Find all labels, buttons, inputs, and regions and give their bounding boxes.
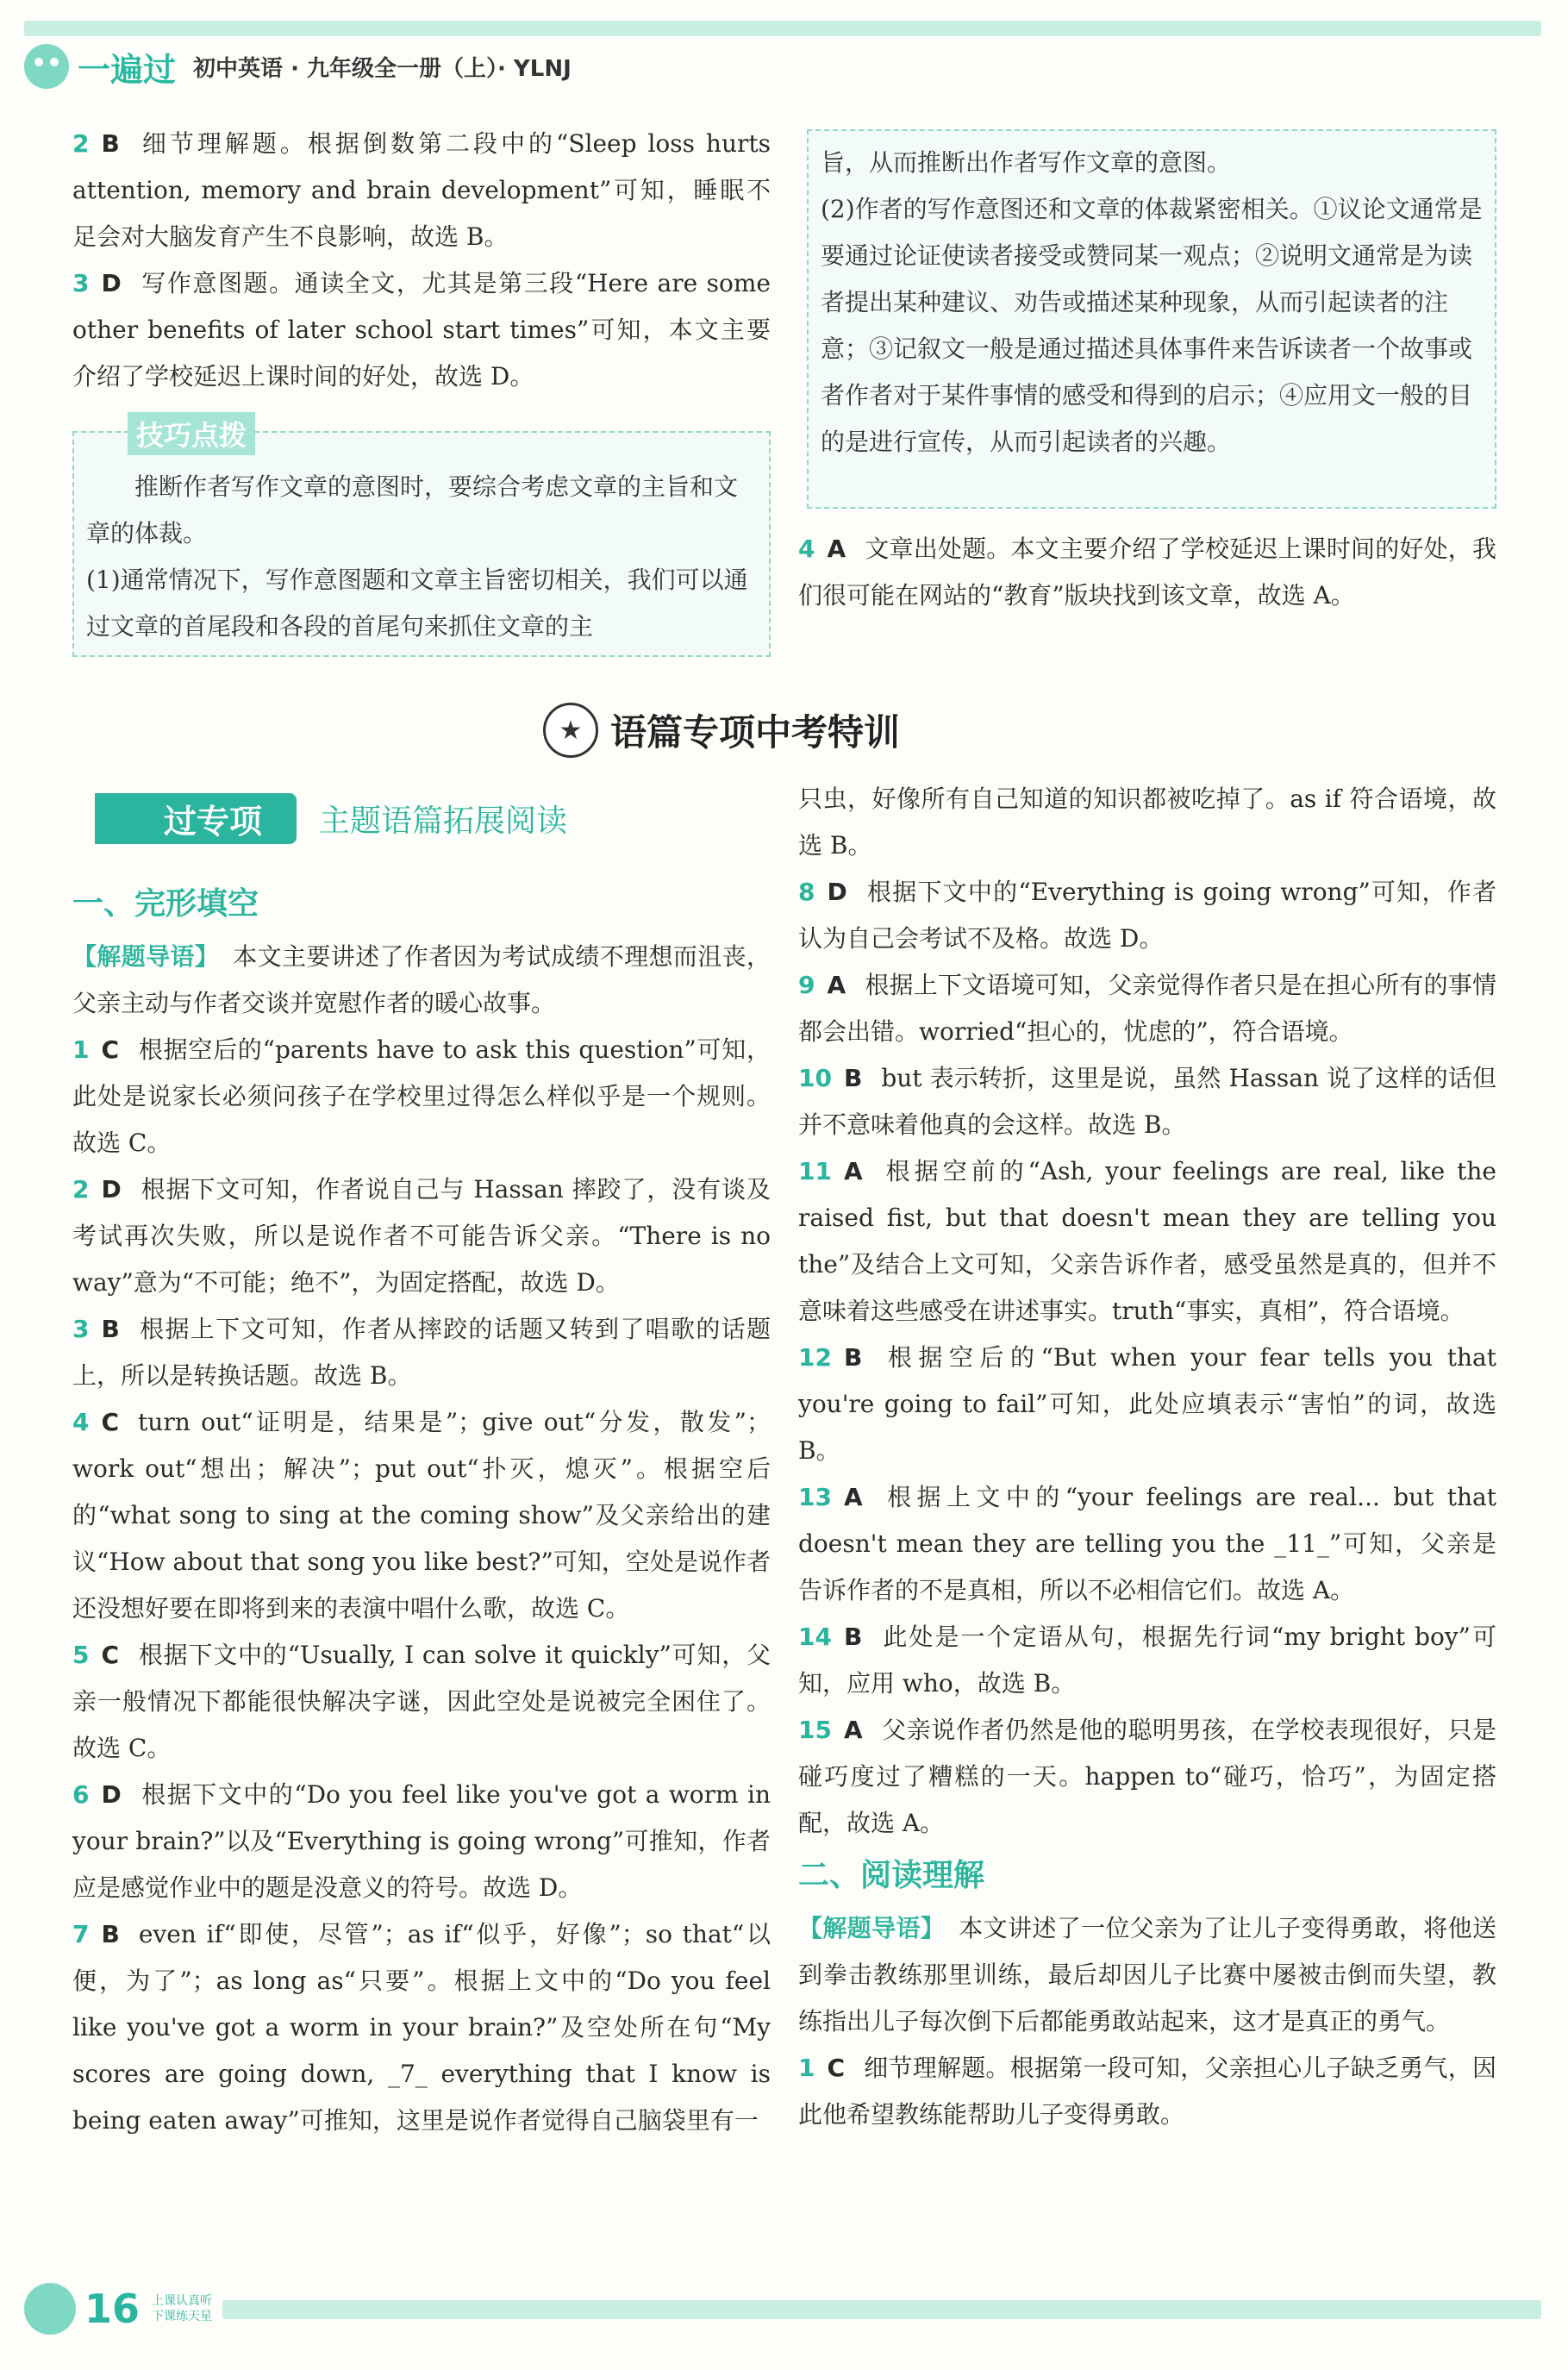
answer-item: 11 A 根据空前的“Ash, your feelings are real, like the raised fist, but that doesn't mean they are telling you the”及结合上文可知，父亲告诉作者，感受虽然是真的，但并不意味着这些感受在讲述事实。truth“事实，真相”，符合语境。 xyxy=(798,1157,1496,1325)
answer-item: 2 B 细节理解题。根据倒数第二段中的“Sleep loss hurts attention, memory and brain development”可知，睡眠不足会对大脑发育产生不良影响，故选 B。 xyxy=(72,129,771,251)
star-badge-icon: ★ xyxy=(543,703,598,758)
bottom-right-column xyxy=(798,776,1496,2138)
topic-ribbon xyxy=(95,793,567,844)
footer-decorative-bar xyxy=(222,2300,1541,2319)
book-title: 初中英语 · 九年级全一册（上）· YLNJ xyxy=(193,55,572,82)
answer-item: 4 C turn out“证明是，结果是”；give out“分发，散发”；work out“想出；解决”；put out“扑灭，熄灭”。根据空后的“what song to sing at the coming show”及父亲给出的建议“How about that song you like best?”可知，空处是说作者还没想好要在即将到来的表演中唱什么歌，故选 C。 xyxy=(72,1408,771,1623)
section-heading-reading: 二、阅读理解 xyxy=(798,1858,985,1893)
tip-box-right: 旨，从而推断出作者写作文章的意图。 (2)作者的写作意图还和文章的体裁紧密相关。①议论文通常是要通过论证使读者接受或赞同某一观点；②说明文通常是为读者提出某种建议、劝告或描述某种现象，从而引起读者的注意；③记叙文一般是通过描述具体事件来告诉读者一个故事或者作者对于某件事情的感受和得到的启示；④应用文一般的目的是进行宣传，从而引起读者的兴趣。 xyxy=(807,129,1496,509)
brand-name: 一遍过 xyxy=(78,50,177,89)
tip-box-left: 推断作者写作文章的意图时，要综合考虑文章的主旨和文章的体裁。 (1)通常情况下，写作意图题和文章主旨密切相关，我们可以通过文章的首尾段和各段的首尾句来抓住文章的主 xyxy=(72,431,771,657)
footer-mascot-icon xyxy=(24,2283,76,2335)
answer-item: 6 D 根据下文中的“Do you feel like you've got a worm in your brain?”以及“Everything is going wrong”可推知，作者应是感觉作业中的题是没意义的符号。故选 D。 xyxy=(72,1780,771,1902)
page-footer xyxy=(24,2283,1541,2335)
page-number: 16 xyxy=(84,2286,141,2332)
mascot-icon xyxy=(24,44,69,89)
answer-item: 1 C 细节理解题。根据第一段可知，父亲担心儿子缺乏勇气，因此他希望教练能帮助儿子变得勇敢。 xyxy=(798,2054,1496,2129)
section-title: ★ 语篇专项中考特训 xyxy=(543,703,900,758)
answer-item: 1 C 根据空后的“parents have to ask this question”可知，此处是说家长必须问孩子在学校里过得怎么样似乎是一个规则。故选 C。 xyxy=(72,1035,771,1157)
answer-item: 10 B but 表示转折，这里是说，虽然 Hassan 说了这样的话但并不意味着他真的会这样。故选 B。 xyxy=(798,1064,1496,1139)
answer-item: 12 B 根据空后的“But when your fear tells you that you're going to fail”可知，此处应填表示“害怕”的词，故选 B。 xyxy=(798,1343,1496,1465)
answer-item: 8 D 根据下文中的“Everything is going wrong”可知，作者认为自己会考试不及格。故选 D。 xyxy=(798,878,1496,953)
guide-paragraph: 【解题导语】 本文讲述了一位父亲为了让儿子变得勇敢，将他送到拳击教练那里训练，最后却因儿子比赛中屡被击倒而失望，教练指出儿子每次倒下后都能勇敢站起来，这才是真正的勇气。 xyxy=(798,1914,1496,2035)
footer-slogan: 上课认真听 下课练天星 xyxy=(152,2294,213,2323)
answer-item: 9 A 根据上下文语境可知，父亲觉得作者只是在担心所有的事情都会出错。worried“担心的，忧虑的”，符合语境。 xyxy=(798,971,1496,1046)
answer-item: 13 A 根据上文中的“your feelings are real... but that doesn't mean they are telling you the _11_”可知，父亲是告诉作者的不是真相，所以不必相信它们。故选 A。 xyxy=(798,1483,1496,1604)
answer-item: 5 C 根据下文中的“Usually, I can solve it quickly”可知，父亲一般情况下都能很快解决字谜，因此空处是说被完全困住了。故选 C。 xyxy=(72,1641,771,1762)
page-header xyxy=(24,41,572,91)
answer-item: 14 B 此处是一个定语从句，根据先行词“my bright boy”可知，应用 who，故选 B。 xyxy=(798,1623,1496,1698)
answer-item: 15 A 父亲说作者仍然是他的聪明男孩，在学校表现很好，只是碰巧度过了糟糕的一天。happen to“碰巧，恰巧”，为固定搭配，故选 A。 xyxy=(798,1716,1496,1837)
answer-item: 2 D 根据下文可知，作者说自己与 Hassan 摔跤了，没有谈及考试再次失败，所以是说作者不可能告诉父亲。“There is no way”意为“不可能；绝不”，为固定搭配，故选 D。 xyxy=(72,1175,771,1297)
answer-item: 7 B even if“即使，尽管”；as if“似乎，好像”；so that“以便，为了”；as long as“只要”。根据上文中的“Do you feel like you've got a worm in your brain?”及空处所在句“My scores are going down, _7_ everything that I know is being eaten away”可推知，这里是说作者觉得自己脑袋里有一 xyxy=(72,1920,771,2135)
top-decorative-bar xyxy=(24,21,1541,36)
tip-label: 技巧点拨 xyxy=(128,412,255,455)
answer-item: 只虫，好像所有自己知道的知识都被吃掉了。as if 符合语境，故选 B。 xyxy=(798,785,1496,860)
answer-item: 3 D 写作意图题。通读全文，尤其是第三段“Here are some other benefits of later school start times”可知，本文主要介绍了学校延迟上课时间的好处，故选 D。 xyxy=(72,269,771,391)
answer-item: 4 A 文章出处题。本文主要介绍了学校延迟上课时间的好处，我们很可能在网站的“教育”版块找到该文章，故选 A。 xyxy=(798,535,1496,610)
ribbon-tag: 过专项 xyxy=(95,793,297,844)
bottom-left-column xyxy=(72,875,771,2144)
guide-paragraph: 【解题导语】 本文主要讲述了作者因为考试成绩不理想而沮丧，父亲主动与作者交谈并宽慰作者的暖心故事。 xyxy=(72,942,771,1017)
section-heading-cloze: 一、完形填空 xyxy=(72,886,259,922)
top-left-column xyxy=(72,121,771,400)
answer-item: 3 B 根据上下文可知，作者从摔跤的话题又转到了唱歌的话题上，所以是转换话题。故选 B。 xyxy=(72,1315,771,1390)
top-right-column xyxy=(798,526,1496,619)
ribbon-subtitle: 主题语篇拓展阅读 xyxy=(319,804,568,839)
